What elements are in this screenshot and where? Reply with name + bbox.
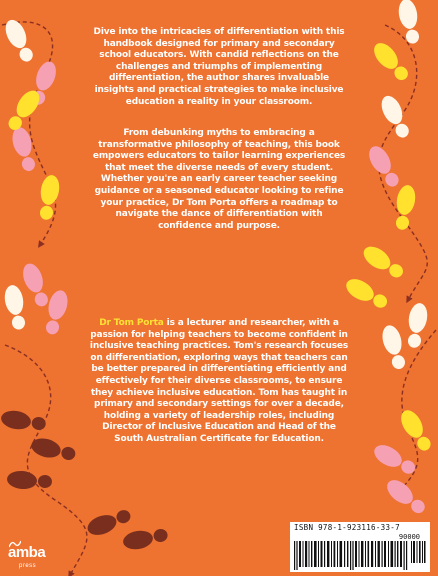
author-name: Dr Tom Porta [99, 318, 164, 328]
footprint-white [3, 284, 29, 331]
publisher-logo-word: amba [8, 544, 46, 561]
author-bio-text: is a lecturer and researcher, with a passion for helping teachers to become confident in inclusive teaching practices. Tom's research focuses on differentiation, exploring ways that teachers can be better prepared in differentiating efficiently and effectively for their diverse classrooms, to ensure they achieve inclusive education. Tom has taught in primary and secondary settings for over a decade, holding a variety of leadership roles, including Director of Inclusive Education and Head of the South Australian Certificate for Education. [89, 318, 349, 444]
publisher-logo [8, 540, 50, 574]
author-bio [88, 318, 350, 446]
publisher-logo-sub: press [19, 563, 37, 569]
footprint-pink [371, 441, 429, 518]
footprint-yellow [343, 275, 391, 313]
barcode [290, 522, 430, 572]
price-code: 90000 [398, 533, 420, 541]
footprint-brown [85, 506, 169, 551]
description-paragraph-1: Dive into the intricacies of differentiation with this handbook designed for primary and secondary school educators. With candid reflections on the challenges and triumphs of implementing differentiation, the author shares invaluable insights and practical strategies to make inclusive education a reality in your classroom. [93, 27, 345, 107]
footprint-white [379, 302, 429, 372]
isbn-label: ISBN 978-1-923116-33-7 [294, 523, 400, 532]
footprint-white [2, 17, 37, 65]
footprint-pink [365, 143, 403, 191]
footprint-pink [9, 59, 59, 173]
footprint-yellow [3, 87, 61, 222]
barcode-bars [294, 541, 426, 570]
description-paragraph-2: From debunking myths to embracing a transformative philosophy of teaching, this book empowers educators to tailor learning experiences that meet the diverse needs of every student. Whether you're an early career teacher seeking guidance or a seasoned educator looking to refine your practice, Dr Tom Porta offers a roadmap to navigate the dance of differentiation with confidence and purpose. [92, 128, 346, 231]
footprint-brown [0, 409, 77, 492]
footprint-pink [19, 261, 70, 336]
